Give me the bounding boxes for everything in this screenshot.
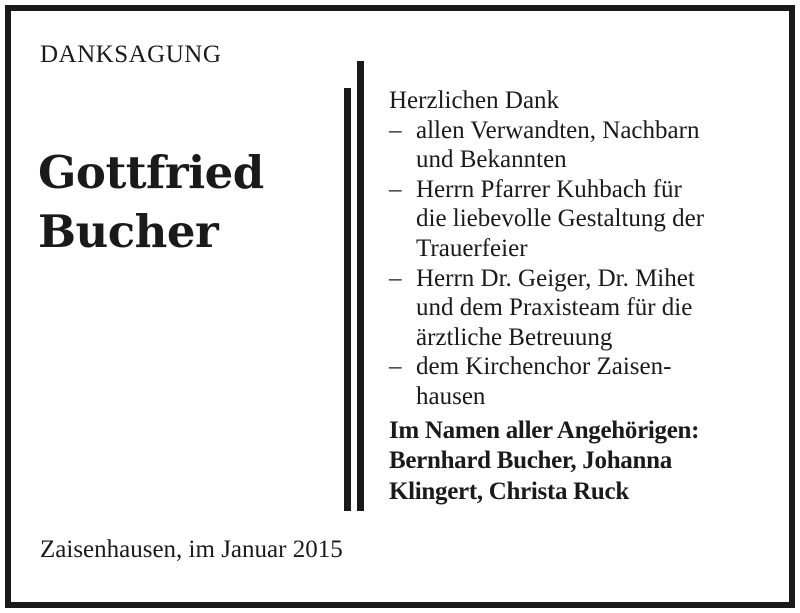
thanks-item-line: Herrn Dr. Geiger, Dr. Mihet	[416, 264, 695, 292]
signature-line: Bernhard Bucher, Johanna	[389, 447, 672, 475]
signature-line: Im Namen aller Angehörigen:	[389, 416, 700, 444]
thanks-item	[389, 116, 769, 175]
thanks-item	[389, 175, 769, 264]
thanks-item-line: und dem Praxisteam für die	[416, 294, 693, 322]
thanks-item	[389, 352, 769, 411]
notice-heading: DANKSAGUNG	[40, 41, 222, 68]
dash-bullet: –	[389, 353, 402, 381]
place-date: Zaisenhausen, im Januar 2015	[40, 536, 343, 563]
thanks-item-line: Herrn Pfarrer Kuhbach für	[416, 175, 682, 203]
thanks-item-line: hausen	[416, 382, 486, 410]
divider-line-right	[357, 61, 364, 511]
thanks-item-line: die liebevolle Gestaltung der	[416, 205, 705, 233]
dash-bullet: –	[389, 116, 402, 144]
deceased-last-name: Bucher	[38, 205, 219, 258]
thanks-title: Herzlichen Dank	[389, 87, 560, 114]
dash-bullet: –	[389, 175, 402, 203]
thanks-block	[389, 86, 769, 507]
divider-line-left	[344, 88, 351, 511]
thanks-list	[389, 116, 769, 412]
thanks-item-line: Trauerfeier	[416, 234, 528, 262]
thanks-item-line: dem Kirchenchor Zaisen-	[416, 353, 672, 381]
thanks-item-line: ärztliche Betreuung	[416, 323, 613, 351]
signature-block	[389, 416, 769, 508]
deceased-first-name: Gottfried	[38, 146, 264, 199]
deceased-name	[38, 143, 264, 261]
signature-line: Klingert, Christa Ruck	[389, 477, 629, 505]
thanks-item	[389, 264, 769, 353]
thanks-item-line: allen Verwandten, Nachbarn	[416, 116, 700, 144]
dash-bullet: –	[389, 264, 402, 292]
thanks-item-line: und Bekannten	[416, 146, 567, 174]
